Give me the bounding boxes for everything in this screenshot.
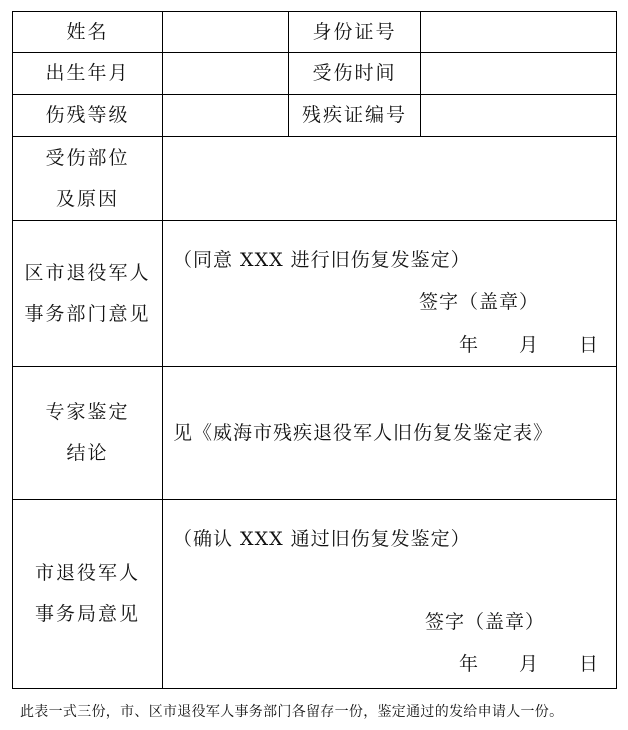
city-opinion-text: （确认 XXX 通过旧伤复发鉴定）	[173, 528, 471, 550]
row-disability	[13, 95, 617, 137]
disability-level-label: 伤残等级	[13, 95, 163, 137]
row-birth	[13, 53, 617, 95]
row-injury-part	[13, 137, 617, 221]
disability-cert-label: 残疾证编号	[289, 95, 421, 137]
city-label-line1: 市退役军人	[34, 562, 140, 584]
name-field[interactable]	[163, 12, 289, 53]
expert-conclusion-label	[13, 367, 163, 500]
injury-part-label	[13, 137, 163, 221]
footnote: 此表一式三份，市、区市退役军人事务部门各留存一份，鉴定通过的发给申请人一份。	[20, 704, 564, 720]
injury-time-field[interactable]	[421, 53, 617, 95]
city-date-label: 年 月 日	[459, 653, 600, 675]
expert-label-line1: 专家鉴定	[45, 401, 130, 423]
disability-level-field[interactable]	[163, 95, 289, 137]
name-label: 姓名	[13, 12, 163, 53]
id-number-label: 身份证号	[289, 12, 421, 53]
district-date-label: 年 月 日	[459, 334, 600, 356]
row-district-opinion	[13, 221, 617, 367]
district-opinion-text: （同意 XXX 进行旧伤复发鉴定）	[173, 249, 471, 271]
district-label-line1: 区市退役军人	[24, 261, 151, 284]
expert-label-line2: 结论	[66, 442, 109, 464]
identification-form	[12, 11, 617, 689]
injury-part-label-line1: 受伤部位	[45, 146, 130, 169]
birth-date-field[interactable]	[163, 53, 289, 95]
injury-time-label: 受伤时间	[289, 53, 421, 95]
city-opinion-cell[interactable]	[163, 500, 617, 689]
injury-part-label-line2: 及原因	[55, 187, 119, 210]
row-city-opinion	[13, 500, 617, 689]
row-expert-conclusion	[13, 367, 617, 500]
row-name	[13, 12, 617, 53]
injury-part-field[interactable]	[163, 137, 617, 221]
district-signature-label: 签字（盖章）	[419, 291, 540, 313]
city-opinion-label	[13, 500, 163, 689]
city-signature-label: 签字（盖章）	[425, 611, 546, 633]
expert-conclusion-text[interactable]: 见《威海市残疾退役军人旧伤复发鉴定表》	[163, 367, 617, 500]
disability-cert-field[interactable]	[421, 95, 617, 137]
district-label-line2: 事务部门意见	[24, 302, 151, 325]
district-opinion-label	[13, 221, 163, 367]
id-number-field[interactable]	[421, 12, 617, 53]
birth-date-label: 出生年月	[13, 53, 163, 95]
district-opinion-cell[interactable]	[163, 221, 617, 367]
city-label-line2: 事务局意见	[34, 603, 140, 625]
